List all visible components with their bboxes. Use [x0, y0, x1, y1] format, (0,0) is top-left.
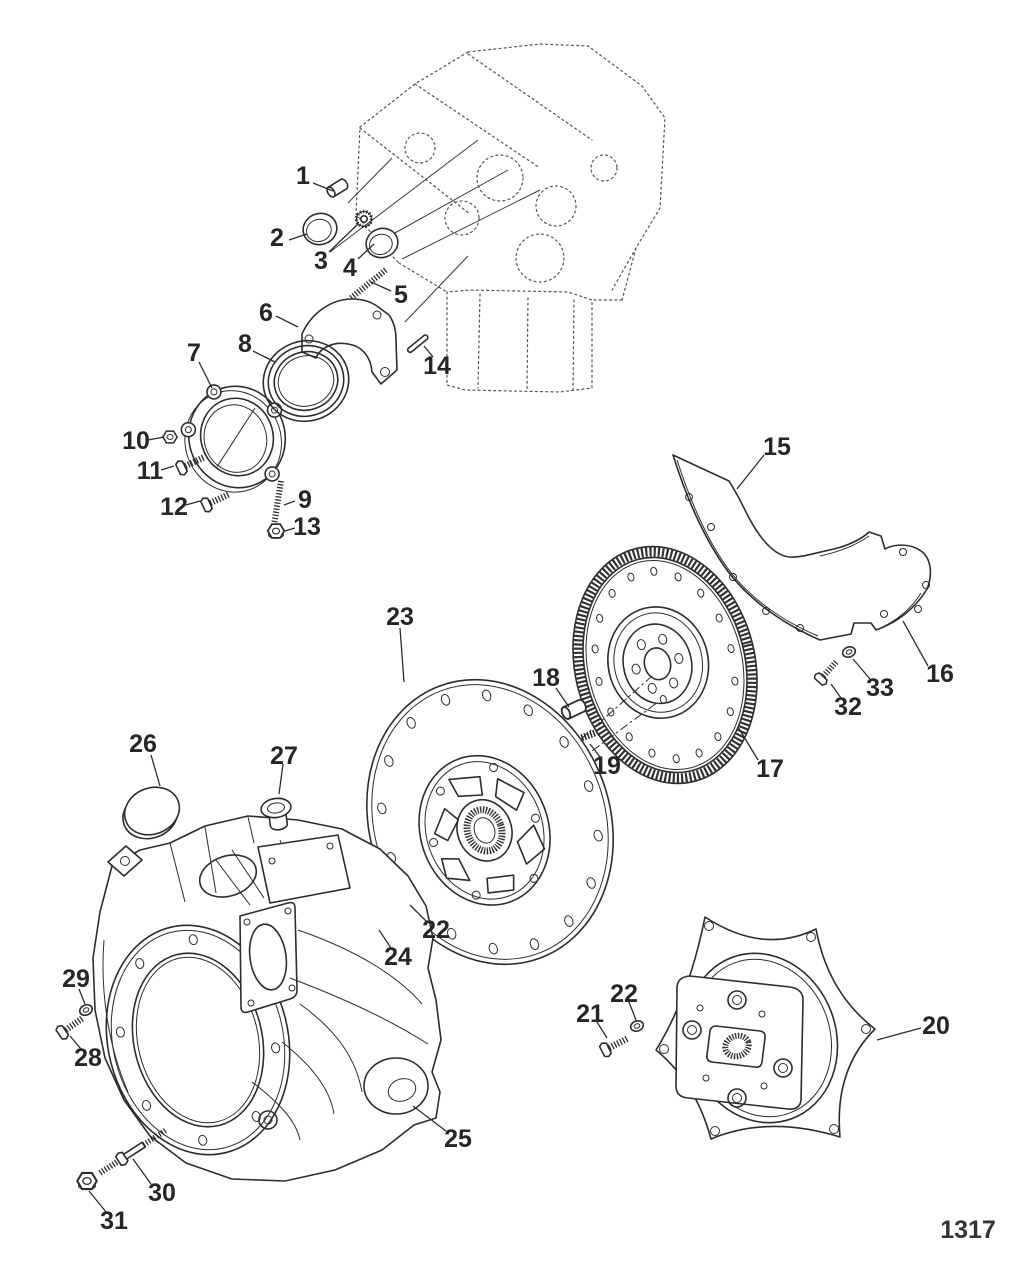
callout-1: 1	[296, 162, 310, 190]
assembly-alignment-lines	[330, 140, 540, 322]
callout-24: 24	[384, 943, 412, 971]
callout-33: 33	[866, 674, 894, 702]
callout-30: 30	[148, 1179, 176, 1207]
part-31-nut	[77, 1173, 97, 1190]
callout-12: 12	[160, 493, 188, 521]
callout-2: 2	[270, 224, 284, 252]
part-32-bolt	[813, 656, 842, 686]
callout-14: 14	[423, 352, 451, 380]
part-22b-washer	[629, 1019, 645, 1033]
callout-4: 4	[343, 254, 357, 282]
callout-18: 18	[532, 664, 560, 692]
callout-3: 3	[314, 247, 328, 275]
part-21-bolt	[599, 1032, 632, 1059]
callout-15: 15	[763, 433, 791, 461]
callout-10: 10	[122, 427, 150, 455]
part-20-drive-coupler	[656, 917, 875, 1144]
callout-7: 7	[187, 339, 201, 367]
callout-19: 19	[593, 752, 621, 780]
callout-5: 5	[394, 281, 408, 309]
callout-27: 27	[270, 742, 298, 770]
callout-31: 31	[100, 1207, 128, 1235]
callout-23: 23	[386, 603, 414, 631]
callout-6: 6	[259, 299, 273, 327]
callout-17: 17	[756, 755, 784, 783]
callout-25: 25	[444, 1125, 472, 1153]
part-1-dowel-bushing	[325, 178, 349, 199]
callout-11: 11	[136, 457, 164, 485]
part-14-pin	[407, 334, 429, 353]
part-7-seal-retainer	[169, 367, 302, 505]
callout-21: 21	[576, 1000, 604, 1028]
part-30-stud	[96, 1125, 169, 1179]
callout-9: 9	[298, 486, 312, 514]
callout-22a: 22	[422, 916, 450, 944]
callout-29: 29	[62, 965, 90, 993]
part-3-knurled-plug	[357, 212, 372, 227]
part-18-pilot-bushing	[560, 698, 588, 720]
callout-8: 8	[238, 330, 252, 358]
callout-32: 32	[834, 693, 862, 721]
callout-26: 26	[129, 730, 157, 758]
callout-16: 16	[926, 660, 954, 688]
part-25-flywheel-housing	[83, 816, 441, 1181]
part-10-nut	[163, 431, 177, 443]
callout-22b: 22	[610, 980, 638, 1008]
part-13-nut	[268, 524, 285, 538]
part-2-seal-ring	[299, 209, 341, 249]
callout-28: 28	[74, 1044, 102, 1072]
callout-13: 13	[293, 513, 321, 541]
part-33-washer	[841, 645, 857, 659]
page-number: 1317	[940, 1216, 996, 1244]
part-15-16-cover-plate	[673, 455, 930, 640]
callout-20: 20	[922, 1012, 950, 1040]
engine-block-phantom	[356, 44, 665, 392]
part-29-washer	[78, 1003, 94, 1018]
part-26-plug	[115, 779, 188, 847]
